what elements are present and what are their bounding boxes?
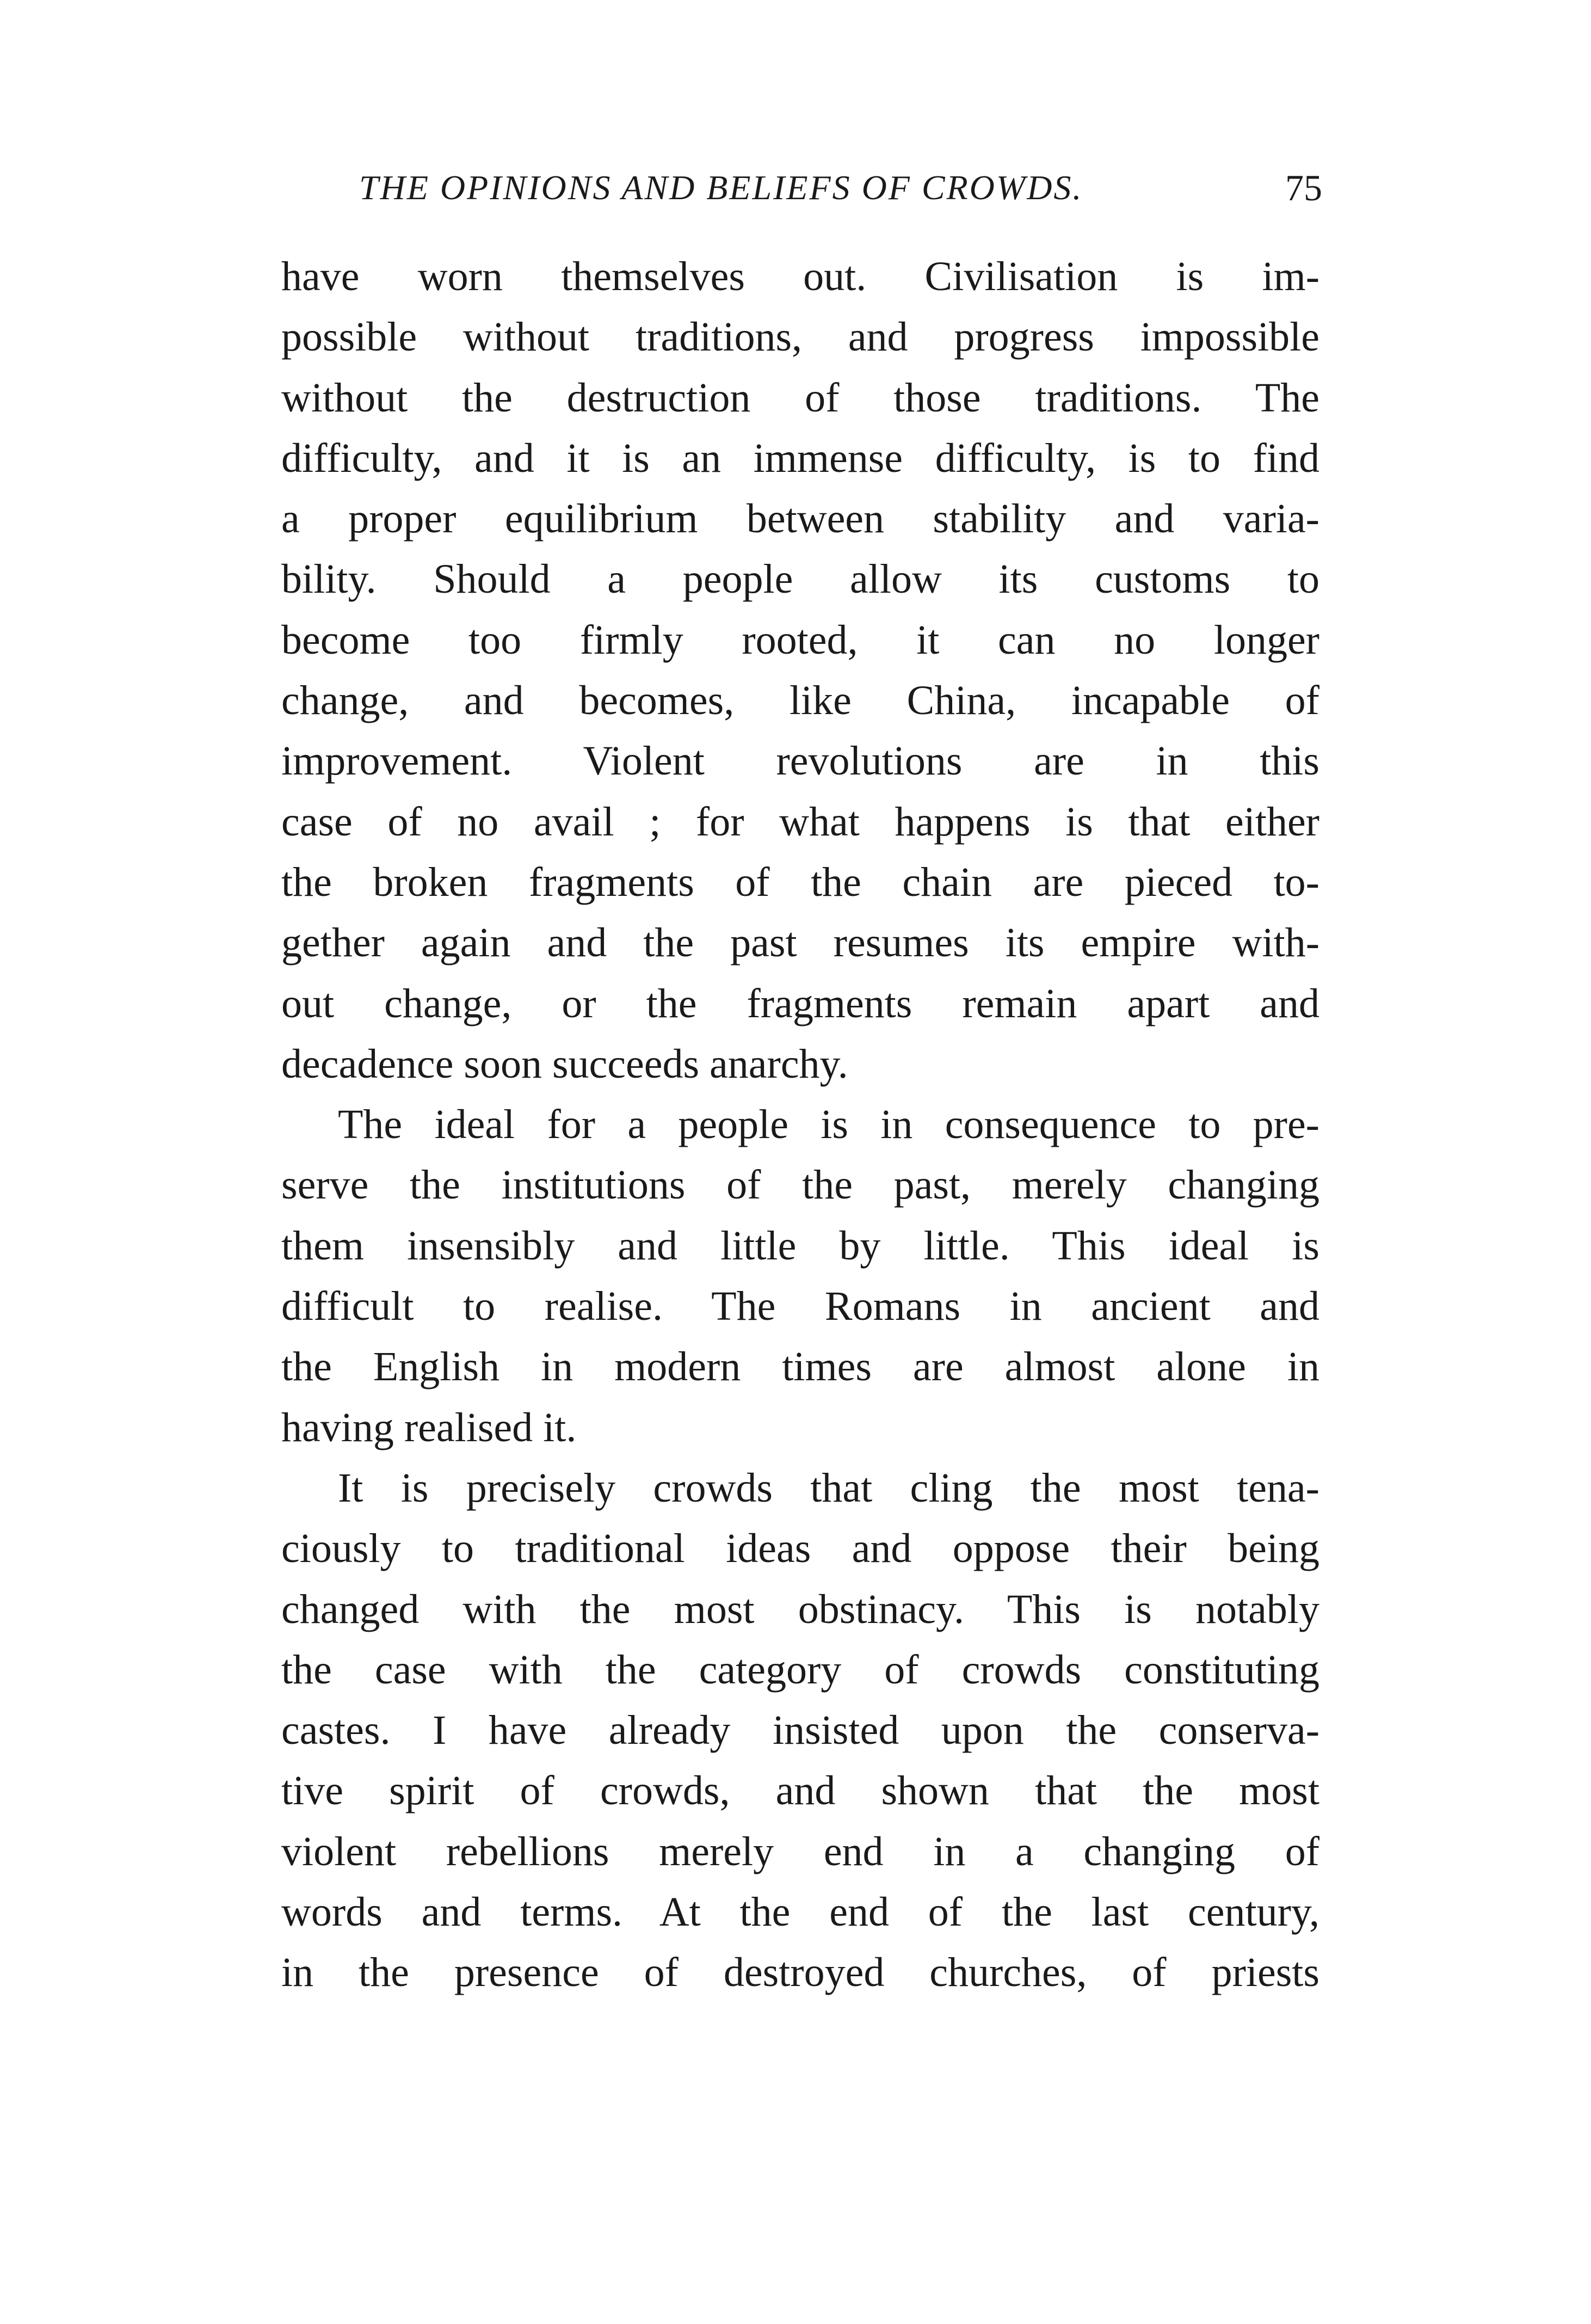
body-text [281, 247, 1319, 2003]
text-line: become too firmly rooted, it can no longer [281, 617, 1319, 663]
text-line: them insensibly and little by little. This ideal is [281, 1222, 1319, 1269]
text-line: the English in modern times are almost alone in [281, 1344, 1319, 1390]
text-line: violent rebellions merely end in a changing of [281, 1828, 1319, 1874]
text-line: The ideal for a people is in consequence to pre- [338, 1102, 1319, 1148]
paragraph [281, 1458, 1319, 2003]
text-line: out change, or the fragments remain apart and [281, 980, 1319, 1026]
text-line: bility. Should a people allow its customs to [281, 556, 1319, 602]
text-line: in the presence of destroyed churches, of priests [281, 1950, 1319, 1996]
running-title: THE OPINIONS AND BELIEFS OF CROWDS. [359, 168, 1083, 207]
text-line: improvement. Violent revolutions are in this [281, 738, 1319, 784]
running-head [359, 158, 1322, 218]
page-number: 75 [1285, 167, 1322, 208]
text-line: having realised it. [281, 1404, 577, 1450]
text-line: a proper equilibrium between stability and varia- [281, 496, 1319, 542]
text-line: difficult to realise. The Romans in ancient and [281, 1283, 1319, 1330]
text-line: serve the institutions of the past, merely changing [281, 1162, 1319, 1208]
text-line: without the destruction of those traditions. The [281, 374, 1319, 421]
text-line: the broken fragments of the chain are pieced to- [281, 859, 1319, 905]
paragraph [281, 1095, 1319, 1458]
text-line: castes. I have already insisted upon the conserva- [281, 1707, 1319, 1754]
text-line: gether again and the past resumes its empire with- [281, 920, 1319, 966]
text-line: changed with the most obstinacy. This is notably [281, 1586, 1319, 1632]
text-line: words and terms. At the end of the last century, [281, 1889, 1319, 1935]
text-line: possible without traditions, and progress impossible [281, 314, 1319, 360]
text-line: tive spirit of crowds, and shown that the most [281, 1768, 1319, 1814]
text-line: have worn themselves out. Civilisation is im- [281, 254, 1319, 299]
text-line: the case with the category of crowds constituting [281, 1646, 1319, 1693]
text-line: decadence soon succeeds anarchy. [281, 1041, 848, 1087]
text-line: case of no avail ; for what happens is that either [281, 798, 1319, 845]
text-line: It is precisely crowds that cling the most tena- [338, 1465, 1319, 1511]
text-line: change, and becomes, like China, incapable of [281, 678, 1319, 724]
text-line: ciously to traditional ideas and oppose their being [281, 1526, 1319, 1572]
paragraph [281, 247, 1319, 1095]
text-line: difficulty, and it is an immense difficulty, is to find [281, 435, 1319, 481]
